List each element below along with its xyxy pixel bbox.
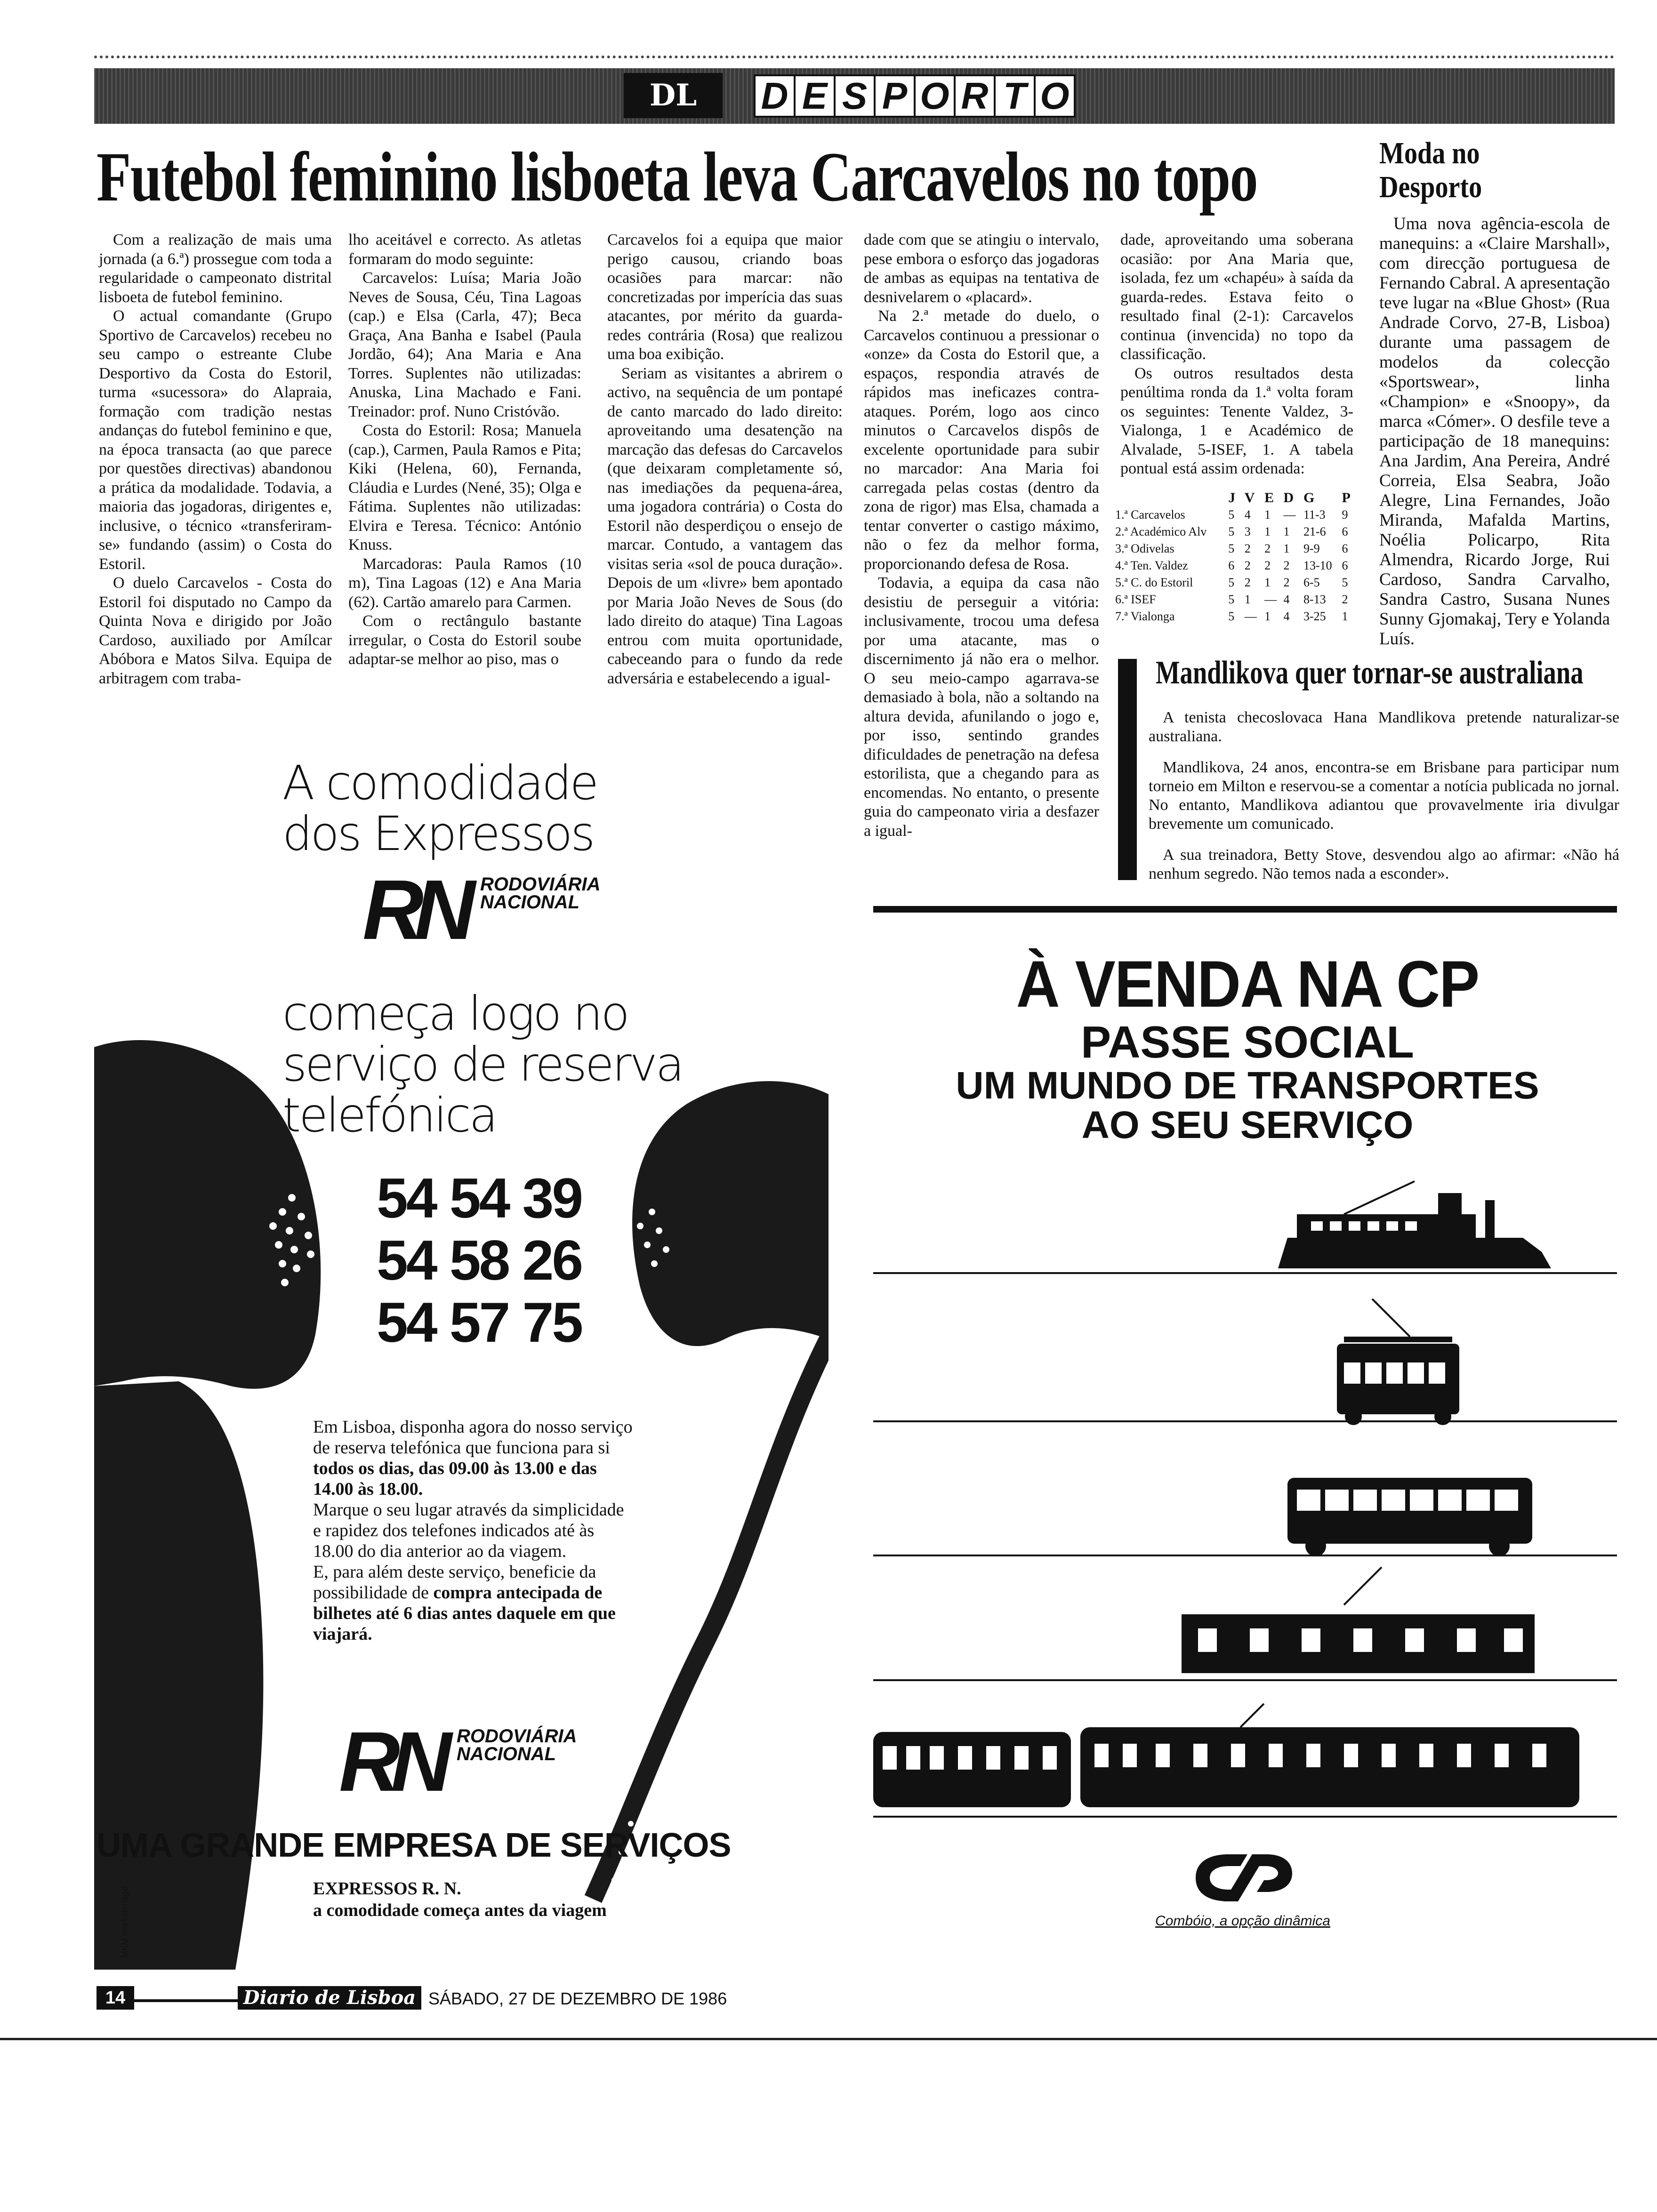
stat-cell: 1 <box>1264 609 1271 623</box>
text: Em Lisboa, disponha agora do nosso serviço de reserva telefónica que funciona para si <box>313 1417 633 1458</box>
section-letter: R <box>954 74 996 118</box>
rn-logo-mark: RN <box>362 863 466 957</box>
paragraph: A tenista checoslovaca Hana Mandlikova pretende naturalizar-se australiana. <box>1149 709 1619 745</box>
cp-ad-top-rule <box>873 906 1617 913</box>
paragraph: dade, aproveitando uma soberana ocasião: por Ana Maria que, isolada, fez um «chapéu» à saída da guarda-redes. Estava feito o resultado final (2-1): Carcavelos continua (invencida) no topo da classificação. <box>1120 231 1353 363</box>
rn-ad-headline <box>282 755 706 861</box>
stat-cell: 4 <box>1244 508 1251 521</box>
team-cell: 6.ª ISEF <box>1115 593 1156 606</box>
stat-cell: 1 <box>1264 525 1271 538</box>
paragraph: Os outros resultados desta penúltima ronda da 1.ª volta foram os seguintes: Tenente Valdez, 3-Vialonga, 1 e Académico de Alvalade, 5-ISEF, 1. A tabela pontual está assim ordenada: <box>1120 364 1353 477</box>
ad-credit: MKM marketimage <box>120 1886 129 1958</box>
paragraph: Na 2.ª metade do duelo, o Carcavelos continuou a pressionar o «onze» da Costa do Estoril que, a espaços, respondia através de rápidos mas ineficazes contra-ataques. Porém, logo aos cinco minutos o Carcavelos dispôs de excelente oportunidade para subir no marcador: Ana Maria foi carregada pelas costas (dentro da zona de rigor) mas Elsa, chamada a tentar converter o castigo máximo, não o fez da melhor forma, proporcionando defesa de Rosa. <box>864 307 1099 573</box>
paragraph: Com o rectângulo bastante irregular, o Costa do Estoril soube adaptar-se melhor ao piso, mas o <box>348 612 581 668</box>
stat-cell: 9-9 <box>1303 542 1320 555</box>
footer-rule <box>134 1999 238 2002</box>
rn-logo-sub: NACIONAL <box>456 1744 556 1764</box>
team-cell: 7.ª Vialonga <box>1115 609 1175 623</box>
table-row <box>1113 557 1358 574</box>
section-letter: P <box>874 74 916 118</box>
team-cell: 5.ª C. do Estoril <box>1115 576 1193 589</box>
rn-ad-line: dos Expressos <box>282 806 594 861</box>
paragraph: Com a realização de mais uma jornada (a 6.ª) prossegue com toda a regularidade o campeonato distrital lisboeta de futebol feminino. <box>99 231 332 306</box>
stat-cell: 11-3 <box>1303 508 1326 521</box>
transport-illustrations <box>873 1153 1617 1859</box>
stat-cell: 4 <box>1283 593 1290 606</box>
section-letter: O <box>1034 74 1076 118</box>
rn-ad-slogan: UMA GRANDE EMPRESA DE SERVIÇOS <box>97 1827 731 1864</box>
paragraph: dade com que se atingiu o intervalo, pese embora o esforço das jogadoras de ambas as equipas na tentativa de desnivelarem o «placard». <box>864 231 1099 306</box>
cp-logo-icon <box>1186 1850 1299 1906</box>
rn-logo <box>362 861 601 959</box>
stat-cell: 5 <box>1228 576 1235 589</box>
stat-cell: 1 <box>1264 576 1271 589</box>
stat-cell: 13-10 <box>1303 559 1332 572</box>
newspaper-name: Diario de Lisboa <box>238 1986 421 2010</box>
stat-cell: 5 <box>1228 542 1235 555</box>
page-bottom-rule <box>0 2038 1657 2040</box>
standings-header: J <box>1228 490 1239 505</box>
stat-cell: — <box>1244 609 1257 623</box>
article-column-5 <box>1120 231 1353 479</box>
stat-cell: 5 <box>1228 525 1235 538</box>
article-column-1 <box>99 231 332 688</box>
rn-ad-line: serviço de reserva <box>282 1037 683 1092</box>
team-cell: 3.ª Odivelas <box>1115 542 1174 555</box>
text-bold: compra antecipada de bilhetes até 6 dias antes daquele em que viajará. <box>313 1583 616 1644</box>
stat-cell: 5 <box>1228 508 1235 521</box>
section-letter: D <box>754 74 796 118</box>
stat-cell: 2 <box>1244 542 1251 555</box>
mandlikova-headline: Mandlikova quer tornar-se australiana <box>1156 655 1584 691</box>
article-accent-bar <box>1118 659 1137 880</box>
train-icon <box>873 1704 1617 1817</box>
table-row <box>1113 523 1358 540</box>
rn-logo-sub: RODOVIÁRIA <box>480 874 601 895</box>
section-title <box>756 74 1076 118</box>
standings-table <box>1113 489 1358 625</box>
table-row <box>1113 506 1358 523</box>
mandlikova-body <box>1149 708 1619 896</box>
article-column-3 <box>607 231 843 688</box>
team-cell: 2.ª Académico Alv <box>1115 525 1207 538</box>
stat-cell: 6 <box>1342 525 1348 538</box>
newspaper-logo: DL <box>624 73 723 118</box>
paragraph: A sua treinadora, Betty Stove, desvendou algo ao afirmar: «Não há nenhum segredo. Não temos nada a esconder». <box>1149 846 1619 882</box>
stat-cell: 2 <box>1342 593 1348 606</box>
stat-cell: 3-25 <box>1303 609 1326 623</box>
standings-header: E <box>1264 490 1277 505</box>
table-row <box>1113 574 1358 591</box>
tram-icon <box>873 1299 1617 1425</box>
paragraph: Carcavelos: Luísa; Maria João Neves de Sousa, Céu, Tina Lagoas (cap.) e Elsa (Carla, 47); Beca Graça, Ana Banha e Isabel (Paula Jordão, 64); Ana Maria e Ana Torres. Suplentes não utilizadas: Anuska, Lina Machado e Fani. Treinador: prof. Nuno Cristóvão. <box>348 269 581 420</box>
section-letter: E <box>794 74 836 118</box>
cp-ad-headline: À VENDA NA CP <box>1016 947 1479 1021</box>
stat-cell: 2 <box>1244 576 1251 589</box>
electric-train-icon <box>873 1567 1617 1680</box>
section-letter: O <box>914 74 956 118</box>
stat-cell: 5 <box>1228 609 1235 623</box>
rn-logo-text <box>457 1727 577 1763</box>
cp-ad-tagline-line: AO SEU SERVIÇO <box>1081 1104 1414 1146</box>
stat-cell: 1 <box>1244 593 1251 606</box>
stat-cell: 2 <box>1283 576 1290 589</box>
cp-tagline: Combóio, a opção dinâmica <box>1155 1913 1330 1929</box>
rn-logo-sub: NACIONAL <box>480 892 580 913</box>
paragraph: Todavia, a equipa da casa não desistiu de perseguir a vitória: inclusivamente, trocou uma defesa por uma atacante, mas o discernimento já não era o melhor. O seu meio-campo agarrava-se demasiado à bola, não a soltando na altura devida, afunilando o jogo e, por isso, sentindo grandes dificuldades de penetração na defesa estorilista, que a chegando para as encomendas. No entanto, o presente guia do campeonato viria a desfazer a igual- <box>864 574 1099 840</box>
cp-ad-subheadline: PASSE SOCIAL <box>1081 1017 1414 1067</box>
sidebar-body <box>1379 214 1610 649</box>
stat-cell: 2 <box>1264 559 1271 572</box>
paragraph: O duelo Carcavelos - Costa do Estoril foi disputado no Campo da Quinta Nova e dirigido por João Cardoso, auxiliado por Amílcar Abóbora e Matos Silva. Equipa de arbitragem com traba- <box>99 574 332 687</box>
stat-cell: — <box>1283 508 1296 521</box>
stat-cell: 9 <box>1342 508 1348 521</box>
stat-cell: 2 <box>1264 542 1271 555</box>
cp-ad-tagline <box>876 1066 1619 1145</box>
rn-logo-text <box>480 875 601 911</box>
table-row <box>1113 608 1358 625</box>
rn-ad-subheadline <box>282 988 706 1141</box>
main-headline: Futebol feminino lisboeta leva Carcavelos no topo <box>97 138 1257 216</box>
paragraph: Seriam as visitantes a abrirem o activo, na sequência de um pontapé de canto marcado do lado direito: aproveitando uma desatenção na marcação das defesas do Carcavelos (que deixaram completamente só, nas imediações da pequena-área, uma jogadora contrária) o Costa do Estoril não desperdiçou o ensejo de marcar. Contudo, a vantagem das visitas seria «sol de pouca duração». Depois de um «livre» bem apontado por Maria João Neves de Sous (do lado direito do ataque) Tina Lagoas entrou com muita oportunidade, cabeceando para o fundo da rede adversária e estabelecendo a igual- <box>607 364 843 687</box>
stat-cell: 6-5 <box>1303 576 1320 589</box>
paragraph: lho aceitável e correcto. As atletas formaram do modo seguinte: <box>348 231 581 268</box>
phone-number: 54 58 26 <box>377 1229 582 1292</box>
stat-cell: 6 <box>1342 559 1348 572</box>
rn-ad-body-para: Marque o seu lugar através da simplicidade e rapidez dos telefones indicados até às 18.00 do dia anterior ao da viagem. <box>313 1500 624 1561</box>
standings-header: D <box>1283 490 1297 505</box>
rn-ad-body <box>313 1417 633 1644</box>
stat-cell: 5 <box>1342 576 1348 589</box>
rn-ad-footer-line: EXPRESSOS R. N. <box>313 1879 461 1899</box>
text: E, para além deste serviço, beneficie da possibilidade de <box>313 1562 596 1603</box>
sidebar-title: Moda no Desporto <box>1379 136 1482 204</box>
phone-number: 54 54 39 <box>377 1167 582 1230</box>
bus-icon <box>873 1478 1617 1556</box>
paragraph: Carcavelos foi a equipa que maior perigo causou, criando boas ocasiões para marcar: não concretizadas por imperícia das suas atacantes, por mérito da guarda-redes contrária (Rosa) que realizou uma boa exibição. <box>607 231 843 363</box>
section-letter: S <box>834 74 876 118</box>
stat-cell: 1 <box>1264 508 1271 521</box>
stat-cell: 6 <box>1342 542 1348 555</box>
standings-header: G <box>1303 490 1318 505</box>
rn-ad-body-para <box>313 1417 633 1499</box>
top-dotted-rule <box>94 56 1615 58</box>
stat-cell: — <box>1264 593 1277 606</box>
issue-date: SÁBADO, 27 DE DEZEMBRO DE 1986 <box>428 1989 727 2008</box>
stat-cell: 21-6 <box>1303 525 1326 538</box>
paragraph: Uma nova agência-escola de manequins: a «Claire Marshall», com direcção portuguesa de Fernando Cabral. A apresentação teve lugar na «Blue Ghost» (Rua Andrade Corvo, 27-B, Lisboa) durante uma passagem de modelos da colecção «Sportswear», linha «Champion» e «Snoopy», da marca «Cómer». O desfile teve a participação de 18 manequins: Ana Jardim, Ana Pereira, André Correia, Elsa Seabra, João Alegre, Lina Fernandes, João Miranda, Mafalda Martins, Noélia Policarpo, Rita Almendra, Ricardo Jorge, Rui Cardoso, Sandra Carvalho, Sandra Castro, Susana Nunes Sunny Gjomakaj, Tery e Yolanda Luís. <box>1379 214 1610 649</box>
stat-cell: 1 <box>1342 609 1348 623</box>
rn-ad-body-para <box>313 1562 633 1644</box>
rn-ad-footer <box>313 1878 607 1921</box>
standings-header: P <box>1342 490 1353 505</box>
rn-logo-sub: RODOVIÁRIA <box>456 1726 577 1747</box>
paragraph: Costa do Estoril: Rosa; Manuela (cap.), Carmen, Paula Ramos e Pita; Kiki (Helena, 60), Fernanda, Cláudia e Lurdes (Nené, 35); Olga e Fátima. Suplentes não utilizadas: Elvira e Teresa. Técnico: António Knuss. <box>348 422 581 553</box>
phone-number: 54 57 75 <box>377 1291 582 1354</box>
stat-cell: 3 <box>1244 525 1251 538</box>
phone-numbers <box>377 1167 581 1354</box>
cp-ad-tagline-line: UM MUNDO DE TRANSPORTES <box>956 1064 1539 1107</box>
team-cell: 1.ª Carcavelos <box>1115 508 1185 521</box>
paragraph: Marcadoras: Paula Ramos (10 m), Tina Lagoas (12) e Ana Maria (62). Cartão amarelo para Carmen. <box>348 555 581 611</box>
stat-cell: 8-13 <box>1303 593 1326 606</box>
article-column-2 <box>348 231 581 669</box>
article-column-4 <box>864 231 1099 841</box>
rn-logo-mark: RN <box>339 1715 442 1809</box>
paragraph: Mandlikova, 24 anos, encontra-se em Brisbane para participar num torneio em Milton e reservou-se a comentar a notícia publicada no jornal. No entanto, Mandlikova adiantou que provavelmente iria divulgar brevemente um comunicado. <box>1149 759 1619 833</box>
stat-cell: 1 <box>1283 525 1290 538</box>
standings-header-row <box>1113 489 1358 506</box>
text-bold: todos os dias, das 09.00 às 13.00 e das 14.00 às 18.00. <box>313 1459 597 1499</box>
stat-cell: 1 <box>1283 542 1290 555</box>
stat-cell: 5 <box>1228 593 1235 606</box>
section-letter: T <box>994 74 1036 118</box>
page-number: 14 <box>97 1986 134 2010</box>
team-cell: 4.ª Ten. Valdez <box>1115 559 1188 572</box>
table-row <box>1113 591 1358 608</box>
ferry-icon <box>873 1181 1617 1273</box>
standings-header <box>1113 489 1226 506</box>
table-row <box>1113 540 1358 557</box>
stat-cell: 2 <box>1283 559 1290 572</box>
rn-ad-line: telefónica <box>282 1088 496 1143</box>
standings-header: V <box>1244 490 1258 505</box>
stat-cell: 4 <box>1283 609 1290 623</box>
rn-logo-bottom <box>339 1713 577 1811</box>
stat-cell: 2 <box>1244 559 1251 572</box>
paragraph: O actual comandante (Grupo Sportivo de Carcavelos) recebeu no seu campo o estreante Clube Desportivo da Costa do Estoril, turma «sucessora» do Alapraia, formação com tradição nestas andanças do futebol feminino e que, na época transacta (ao que parece por questões directivas) abandonou a prática da modalidade. Todavia, a maioria das jogadoras, dirigentes e, inclusive, o técnico «transferiram-se» fundando (assim) o Costa do Estoril. <box>99 307 332 573</box>
stat-cell: 6 <box>1228 559 1235 572</box>
rn-ad-line: A comodidade <box>282 755 597 810</box>
rn-ad-footer-line: a comodidade começa antes da viagem <box>313 1900 607 1920</box>
rn-ad-line: começa logo no <box>282 986 628 1041</box>
